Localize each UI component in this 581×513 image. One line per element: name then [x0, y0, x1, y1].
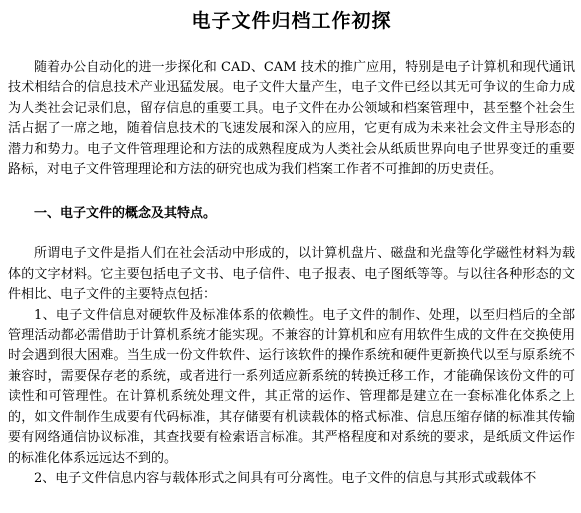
- section-heading: 一、电子文件的概念及其特点。: [34, 206, 217, 222]
- point-1-paragraph: 1、电子文件信息对硬软件及标准体系的依赖性。电子文件的制作、处理，以至归档后的全部管理活动都必需借助于计算机系统才能实现。不兼容的计算机和应有用软件生成的文件在交换使用时会遇到很大困难。当生成一份文件软件、运行该软件的操作系统和硬件更新换代以至与原系统不兼容时，需要保存老的系统，或者进行一系列适应新系统的转换迁移工作，才能确保该份文件的可读性和可管理性。在计算机系统处理文件，其正常的运作、管理都是建立在一套标准化体系之上的，如文件制作生成要有代码标准，其存储要有机读载体的格式标准、信息压缩存储的标准其传输要有网络通信协议标准，其查找要有检索语言标准。其严格程度和对系统的要求，是纸质文件运作的标准化体系远远达不到的。: [8, 307, 575, 466]
- document-title: 电子文件归档工作初探: [191, 10, 392, 32]
- intro-paragraph: 随着办公自动化的进一步探化和 CAD、CAM 技术的推广应用，特别是电子计算机和现代通讯技术相结合的信息技术产业迅猛发展。电子文件大量产生，电子文件已经以其无可争议的生命力成为人类社会记录们息，留存信息的重要工具。电子文件在办公领域和档案管理中，甚至整个社会生活占据了一席之地，随着信息技术的飞速发展和深入的应用，它更有成为未来社会文件主导形态的潜力和势力。电子文件管理理论和方法的成熟程度成为人类社会从纸质世界向电子世界变迁的重要路标，对电子文件管理理论和方法的研究也成为我们档案工作者不可推卸的历史责任。: [8, 60, 575, 178]
- definition-paragraph: 所谓电子文件是指人们在社会活动中形成的，以计算机盘片、磁盘和光盘等化学磁性材料为载体的文字材料。它主要包括电子文书、电子信件、电子报表、电子图纸等等。与以往各种形态的文件相比、电子文件的主要特点包括：: [8, 246, 575, 303]
- point-2-paragraph: 2、电子文件信息内容与载体形式之间具有可分离性。电子文件的信息与其形式或载体不: [34, 470, 537, 486]
